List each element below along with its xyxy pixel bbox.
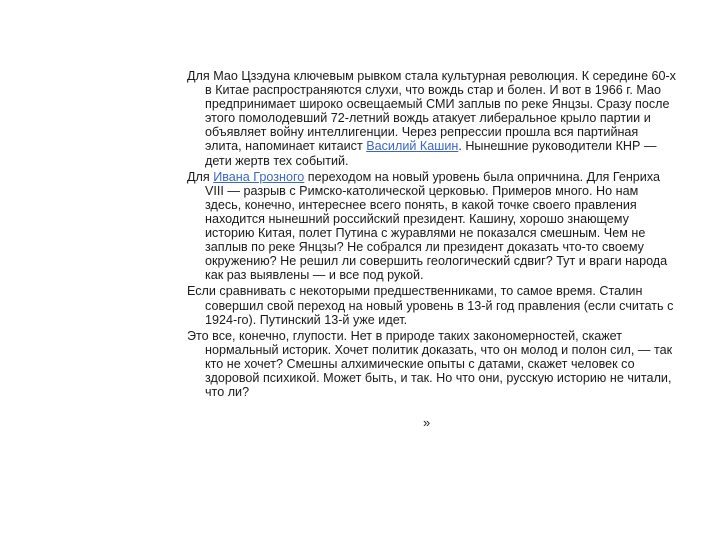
paragraph-mao-text-end: . Нынешние руководители КНР — дети жертв тех событий. <box>205 139 657 168</box>
paragraph-ivan <box>187 170 677 283</box>
paragraph-ivan-text-end: переходом на новый уровень была опричнина. Для Генриха VIII — разрыв с Римско-католической церковью. Примеров много. Но нам здесь, конечно, интереснее всего понять, в какой точке своего правления находится нынешний российский президент. Кашину, хорошо знающему историю Китая, полет Путина с журавлями не показался смешным. Чем не заплыв по реке Янцзы? Не собрался ли президент доказать что-то своему окружению? Не решил ли совершить геологический сдвиг? Тут и враги народа как раз выявлены — и все под рукой. <box>205 169 668 283</box>
paragraph-mao <box>187 69 677 168</box>
paragraph-ivan-text-start: Для <box>187 169 214 184</box>
closing-quote-mark: » <box>423 415 431 430</box>
link-vasily-kashin[interactable]: Василий Кашин <box>366 139 459 154</box>
paragraph-stalin: Если сравнивать с некоторыми предшественниками, то самое время. Сталин совершил свой переход на новый уровень в 13-й год правления (если считать с 1924-го). Путинский 13-й уже идет. <box>187 284 674 327</box>
link-ivan-grozny[interactable]: Ивана Грозного <box>213 169 305 184</box>
article-text <box>187 69 677 401</box>
paragraph-conclusion: Это все, конечно, глупости. Нет в природе таких закономерностей, скажет нормальный историк. Хочет политик доказать, что он молод и полон сил, — так кто не хочет? Смешны алхимические опыты с датами, скажет человек со здоровой психикой. Может быть, и так. Но что они, русскую историю не читали, что ли? <box>187 328 673 400</box>
paragraph-mao-text-start: Для Мао Цзэдуна ключевым рывком стала культурная революция. К середине 60-х в Китае распространяются слухи, что вождь стар и болен. И вот в 1966 г. Мао предпринимает широко освещаемый СМИ заплыв по реке Янцзы. Сразу после этого помолодевший 72-летний вождь атакует либеральное крыло партии и объявляет войну интеллигенции. Через репрессии прошла вся партийная элита, напоминает китаист <box>187 69 676 154</box>
